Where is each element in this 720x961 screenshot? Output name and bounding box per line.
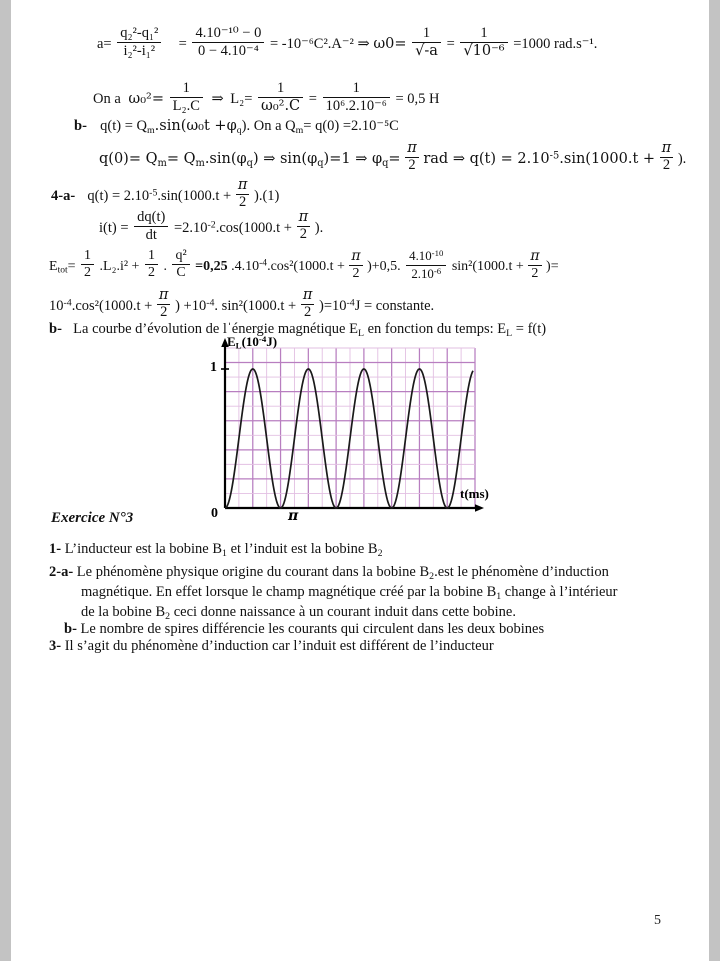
eq8-term-1: $10^{-4}.\cos^2(1000.t$ +: [49, 297, 153, 314]
y-axis-label: [227, 334, 277, 350]
item-2-line-3: de la bobine $B_2$ ceci donne naissance à un courant induit dans cette bobine.: [81, 603, 516, 622]
chart-svg: [207, 336, 497, 524]
eq5-lead: $q(t) = 2.10^{-5}.\sin(1000.t$ +: [87, 187, 232, 204]
eq7-term-5: )=: [546, 259, 559, 275]
two-symbol-3: 2: [238, 194, 247, 211]
line9-text-2: en fonction du temps: E: [363, 321, 507, 337]
eq1-omega-zero: ω0=: [373, 35, 407, 52]
eq1-equals-2: =: [178, 35, 187, 52]
eq1-lead: a=: [97, 35, 112, 52]
eq7-f3-den: C: [176, 265, 186, 281]
chart-gridlines: [225, 348, 475, 508]
two-symbol-6: 2: [531, 265, 539, 281]
pi-symbol-8: π: [302, 287, 313, 304]
item-2-line-1: Le phénomène physique origine du courant dans la bobine $B_2.est$ le phénomène d’induction: [76, 564, 609, 582]
eq3-text-c: ). On a Q: [241, 118, 296, 134]
eq2-equals: =: [308, 90, 317, 107]
eq7-fraction-q2c: [172, 248, 189, 282]
eq2-frac1-numerator: 1: [170, 80, 203, 98]
eq7-dot: .: [163, 259, 167, 275]
item-3-line-1: Il s’agit du phénomène d’induction car l’induit est différent de l’inducteur: [64, 638, 494, 654]
pi-symbol-5: π: [351, 248, 361, 265]
y-tick-label-1: 1: [210, 360, 217, 375]
eq6-derivative-fraction: [134, 209, 168, 244]
eq2-fraction-2: [258, 80, 303, 115]
eq1-frac1-numerator: q₂²-q₁²: [117, 25, 161, 43]
item-1-tag: 1-: [49, 541, 62, 557]
page-content: [11, 0, 709, 961]
eq7-f4-den: $2.10^{-6}$: [411, 265, 442, 281]
eq7-f1-den: 2: [84, 265, 92, 281]
eq7-bold-value: =0,25: [195, 259, 228, 275]
eq1-result-c2a2: = -10⁻⁶C².A⁻²: [269, 35, 354, 52]
eq2-frac3-numerator: 1: [323, 80, 390, 98]
eq7-fraction-half-1: [81, 248, 94, 282]
pi-symbol: π: [407, 140, 417, 157]
two-symbol-2: 2: [662, 157, 671, 174]
x-tick-label-pi: π: [288, 508, 299, 524]
eq4-close: ).: [677, 150, 687, 167]
eq7-term-4: sin²(1000.t +: [451, 259, 524, 275]
eq4-expression: $q(0)= Q_m= Q_m.\sin(\varphi_q)$ ⇒ $\sin(\varphi_q)=1$ ⇒ $\varphi_q=$: [99, 150, 401, 169]
eq6-frac-denominator: dt: [145, 226, 157, 243]
eq1-frac4-numerator: 1: [460, 25, 507, 43]
y-axis-label-text: $E_L(10^{-4}J)$: [227, 334, 278, 351]
exercise-title: Exercice N°3: [51, 510, 134, 526]
equation-line-7-energy-total: [49, 247, 559, 284]
eq2-l2: L₂=: [230, 90, 253, 107]
equation-line-3: [74, 119, 399, 136]
eq8-pi-over-two-2: [301, 288, 315, 321]
item-2-line-2: magnétique. En effet lorsque le champ magnétique créé par la bobine $B_1$ change à l’intérieur: [81, 583, 618, 602]
exercise-item-1: [49, 540, 383, 560]
implies-arrow-icon: ⇒: [357, 35, 370, 52]
pi-symbol-3: π: [237, 177, 248, 194]
eq1-fraction-3: [412, 25, 441, 60]
eq6-close: ).: [314, 219, 324, 236]
eq3-text-b: .sin(ω₀t +φ: [154, 118, 237, 134]
equation-line-6: [99, 208, 324, 246]
eq5-pi-over-two: [236, 178, 250, 211]
eq2-fraction-1: [170, 80, 203, 115]
energy-curve: [225, 369, 473, 508]
eq6-pi-over-two: [297, 210, 311, 243]
eq2-frac1-denominator: L₂.C: [172, 97, 200, 114]
item-2-row-1: [49, 563, 649, 583]
line9-sub-L2: L: [506, 327, 513, 339]
eq6-tail: $=2.10^{-2}.\cos(1000.t$ +: [173, 219, 292, 236]
eq1-equals-4: =: [446, 35, 455, 52]
eq6-lead: i(t) =: [99, 219, 129, 236]
item-tag-b: b-: [74, 118, 87, 134]
eq8-term-2: ) $+10^{-4}$. sin²(1000.t +: [175, 297, 297, 314]
pi-symbol-4: π: [298, 209, 309, 226]
x-axis-label: [460, 486, 489, 502]
eq3-sub-m: m: [147, 124, 155, 136]
energy-magnetic-chart: [207, 336, 497, 524]
eq7-term-2: $.4.10^{-4}.\cos^2(1000.t$ +: [231, 258, 345, 275]
equation-line-4: [99, 140, 687, 176]
eq1-frac2-numerator: 4.10⁻¹⁰ − 0: [192, 25, 264, 43]
eq1-final-result: =1000 rad.s⁻¹.: [513, 35, 598, 52]
eq7-etot-label: $E_{tot}=$: [49, 259, 76, 276]
eq7-fraction-half-2: [145, 248, 158, 282]
eq7-f1-num: 1: [81, 248, 94, 266]
item-tag-4a: 4-a-: [51, 187, 76, 204]
equation-line-1: [97, 24, 598, 62]
eq2-fraction-3: [323, 80, 390, 115]
pi-symbol-2: π: [661, 140, 672, 157]
eq2-frac3-denominator: 10⁶.2.10⁻⁶: [325, 97, 387, 114]
eq7-fraction-ratio: [406, 248, 446, 281]
eq7-pi-over-two-2: [528, 249, 541, 281]
eq3-text-a: q(t) = Q: [100, 118, 147, 134]
two-symbol-4: 2: [299, 226, 307, 243]
eq7-term-1: .L₂.i² +: [99, 259, 140, 275]
eq7-f2-den: 2: [147, 265, 155, 281]
eq2-result: = 0,5 H: [395, 90, 440, 107]
exercise-item-3: [49, 637, 494, 656]
document-page: [11, 0, 709, 961]
eq2-lead: On a: [93, 90, 121, 107]
eq3-text-d: = q(0) =2.10⁻⁵C: [303, 118, 399, 134]
eq1-frac1-denominator: i₂²-i₁²: [123, 42, 156, 59]
eq7-f2-num: 1: [145, 248, 158, 266]
eq2-omega-squared: ω₀²=: [128, 90, 165, 107]
eq4-pi-over-two: [405, 141, 419, 174]
eq1-frac2-denominator: 0 − 4.10⁻⁴: [198, 42, 259, 59]
x-axis-label-text: t(ms): [460, 486, 489, 501]
eq5-close: ).(1): [254, 187, 280, 204]
eq1-frac3-denominator: √-a: [415, 42, 438, 59]
exercise-item-2: [49, 563, 649, 622]
line9-sub-L: L: [357, 327, 364, 339]
eq8-pi-over-two-1: [157, 288, 171, 321]
line9-text: La courbe d’évolution de lˈénergie magnétique E: [73, 321, 358, 337]
two-symbol-5: 2: [352, 265, 360, 281]
eq1-frac4-denominator: √10⁻⁶: [463, 42, 505, 59]
line9-text-3: = f(t): [512, 321, 547, 337]
eq7-f3-num: q²: [172, 248, 189, 266]
implies-arrow-icon-2: ⇒: [211, 90, 224, 107]
two-symbol: 2: [408, 157, 416, 174]
eq3-sub-m2: m: [295, 124, 304, 136]
eq8-term-3: )$=10^{-4}J$ = constante.: [319, 297, 435, 314]
item-1-line-1: L’inducteur est la bobine $B_1$ et l’induit est la bobine $B_2$: [64, 541, 383, 559]
eq1-fraction-4: [460, 25, 507, 60]
eq4-pi-over-two-2: [660, 141, 674, 174]
two-symbol-8: 2: [304, 304, 312, 321]
item-tag-b-2: b-: [49, 321, 62, 337]
eq1-fraction-1: [117, 25, 161, 60]
eq1-fraction-2: [192, 25, 264, 60]
eq2-frac2-numerator: 1: [258, 80, 303, 98]
eq3-sub-q: q: [236, 124, 242, 136]
item-3-tag: 3-: [49, 638, 62, 654]
item-2-tag: 2-a-: [49, 564, 74, 580]
equation-line-2: [93, 79, 440, 117]
eq7-term-3: )+0,5.: [367, 259, 401, 275]
item-2b-line-1: Le nombre de spires différencie les courants qui circulent dans les deux bobines: [80, 621, 545, 637]
eq1-frac3-numerator: 1: [412, 25, 441, 43]
page-number: 5: [654, 913, 661, 928]
item-2b-tag: b-: [64, 621, 77, 637]
eq2-frac2-denominator: ω₀².C: [261, 97, 301, 114]
equation-line-8: [49, 287, 435, 323]
item-2-row-2: [81, 583, 649, 603]
eq7-pi-over-two-1: [349, 249, 362, 281]
eq7-f4-num: $4.10^{-10}$: [406, 248, 446, 265]
two-symbol-7: 2: [160, 304, 168, 321]
pi-symbol-7: π: [158, 287, 169, 304]
eq4-tail: rad ⇒ $q(t) = 2.10^{-5}.\sin(1000.t$ +: [423, 150, 656, 167]
pi-symbol-6: π: [530, 248, 540, 265]
chart-origin-label: 0: [211, 506, 218, 521]
eq6-frac-numerator: dq(t): [134, 209, 168, 227]
